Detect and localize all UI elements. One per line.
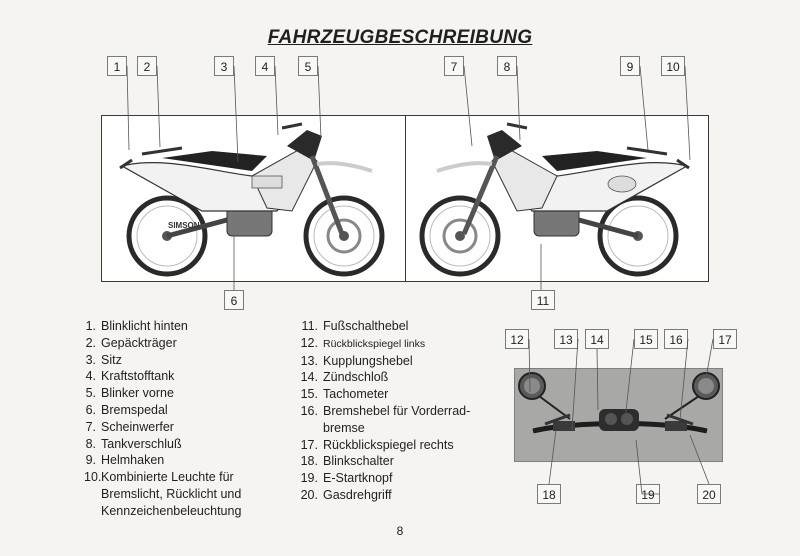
list-item: 18. Blinkschalter xyxy=(300,454,394,469)
callout-17: 17 xyxy=(713,329,737,349)
list-item: 19. E-Startknopf xyxy=(300,471,393,486)
callout-16: 16 xyxy=(664,329,688,349)
page-number: 8 xyxy=(396,524,404,538)
list-item-continuation: bremse xyxy=(323,420,365,435)
callout-7: 7 xyxy=(444,56,464,76)
list-item: 16. Bremshebel für Vorderrad- xyxy=(300,403,471,418)
list-item: 5. Blinker vorne xyxy=(85,386,174,401)
callout-10: 10 xyxy=(661,56,685,76)
list-item: 7. Scheinwerfer xyxy=(85,419,174,434)
list-item: 14. Zündschloß xyxy=(300,370,389,385)
list-item: 12. Rückblickspiegel links xyxy=(300,335,426,350)
parts-list-right xyxy=(300,318,470,504)
list-item: 8. Tankverschluß xyxy=(85,436,182,451)
list-item: 6. Bremspedal xyxy=(85,402,168,417)
list-item: 3. Sitz xyxy=(85,352,122,367)
page-title: FAHRZEUGBESCHREIBUNG xyxy=(267,27,533,48)
callout-8: 8 xyxy=(497,56,517,76)
list-item: 2. Gepäckträger xyxy=(85,335,177,350)
list-item-continuation: Kennzeichenbeleuchtung xyxy=(101,503,242,518)
parts-list-left xyxy=(84,318,241,520)
callout-5: 5 xyxy=(298,56,318,76)
callout-20: 20 xyxy=(697,484,721,504)
callout-9: 9 xyxy=(620,56,640,76)
callout-14: 14 xyxy=(585,329,609,349)
list-item: 20. Gasdrehgriff xyxy=(300,487,392,502)
callout-4: 4 xyxy=(255,56,275,76)
list-item: 13. Kupplungshebel xyxy=(300,353,413,368)
list-item-continuation: Bremslicht, Rücklicht und xyxy=(101,486,242,501)
callout-15: 15 xyxy=(634,329,658,349)
brand-decal: SIMSON xyxy=(168,221,200,230)
callout-6: 6 xyxy=(224,290,244,310)
list-item: 11. Fußschalthebel xyxy=(301,319,409,333)
list-item: 9. Helmhaken xyxy=(85,453,165,468)
callout-18: 18 xyxy=(537,484,561,504)
callout-12: 12 xyxy=(505,329,529,349)
callout-2: 2 xyxy=(137,56,157,76)
callout-19: 19 xyxy=(636,484,660,504)
list-item: 17. Rückblickspiegel rechts xyxy=(300,437,454,452)
list-item: 1. Blinklicht hinten xyxy=(85,319,188,333)
callout-11: 11 xyxy=(531,290,555,310)
list-item: 4. Kraftstofftank xyxy=(85,369,175,384)
callout-13: 13 xyxy=(554,329,578,349)
list-item: 15. Tachometer xyxy=(300,387,389,402)
callout-3: 3 xyxy=(214,56,234,76)
callout-1: 1 xyxy=(107,56,127,76)
list-item: 10.Kombinierte Leuchte für xyxy=(84,470,234,485)
